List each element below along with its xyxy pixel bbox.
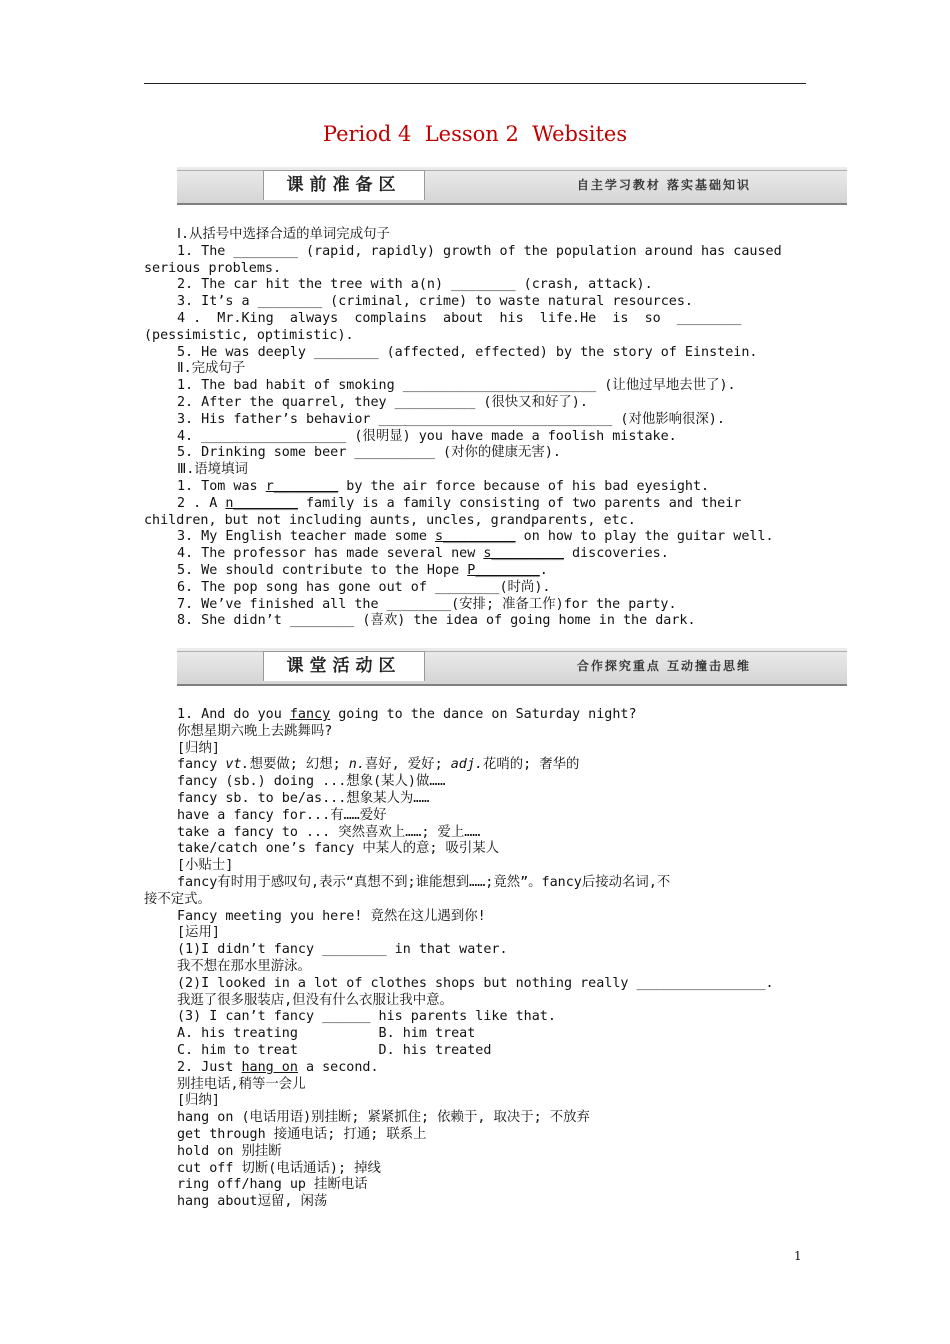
text-run: going to the dance on Saturday night? <box>330 707 637 722</box>
exercise-line: 3. His father’s behavior _____________________________ (对他影响很深). <box>177 411 725 427</box>
text-run: 3. My English teacher made some <box>177 529 435 545</box>
note-line <box>144 774 806 791</box>
exercise-line: 5. He was deeply ________ (affected, effected) by the story of Einstein. <box>177 344 758 360</box>
text-run: by the air force because of his bad eyesight. <box>338 479 710 494</box>
note-line <box>144 959 806 976</box>
exercise-line: 4. __________________ (很明显) you have made a foolish mistake. <box>177 428 677 444</box>
exercise-line: 4 . Mr.King always complains about his life.He is so ________ <box>177 310 742 326</box>
note-line <box>144 858 806 875</box>
banner-slogan: 自主学习教材 落实基础知识 <box>576 178 751 192</box>
banner-tab-label: 课前准备区 <box>263 170 425 200</box>
text-run: 1. And do you <box>177 707 290 722</box>
exercise-line <box>144 613 806 630</box>
text-run: [小贴士] <box>177 858 234 874</box>
text-run: family is a family consisting of two parents and their <box>297 495 742 511</box>
text-run: 想要做; 幻想; <box>249 757 349 773</box>
text-run: C. him to treat D. his treated <box>177 1042 492 1058</box>
text-run: 1. Tom was <box>177 479 266 494</box>
text-run: children, but not including aunts, uncles, grandparents, etc. <box>144 512 636 528</box>
text-run: [归纳] <box>177 1093 220 1109</box>
text-run: fancy (sb.) doing ...想象(某人)做…… <box>177 774 446 790</box>
text-run: on how to play the guitar well. <box>515 529 774 545</box>
exercise-line <box>144 529 806 546</box>
note-line <box>144 909 806 926</box>
text-run: A. his treating B. him treat <box>177 1026 476 1042</box>
note-line <box>144 1110 806 1127</box>
text-run: hang on <box>241 1059 298 1075</box>
note-line <box>144 892 806 909</box>
text-run: 2. Just <box>177 1059 242 1075</box>
text-run: 8. She didn’t ________ (喜欢) the idea of going home in the dark. <box>177 613 696 629</box>
exercise-line: Ⅱ.完成句子 <box>177 361 246 377</box>
text-run: 2 . A <box>177 495 226 511</box>
text-run: 你想星期六晚上去跳舞吗? <box>177 723 333 739</box>
exercise-line <box>144 597 806 614</box>
text-run: s_________ <box>483 546 564 562</box>
text-run: cut off 切断(电话通话); 掉线 <box>177 1160 381 1176</box>
vocabulary-notes <box>144 707 806 1211</box>
text-run: (2)I looked in a lot of clothes shops but nothing really ________________. <box>177 975 774 991</box>
exercise-line: 2. After the quarrel, they __________ (很快又和好了). <box>177 394 588 410</box>
note-line <box>144 925 806 942</box>
exercise-line: (pessimistic, optimistic). <box>144 327 354 343</box>
exercise-line <box>144 546 806 563</box>
section-banner-preview <box>177 167 847 205</box>
note-line <box>144 1077 806 1094</box>
note-line <box>144 841 806 858</box>
note-line <box>144 1144 806 1161</box>
text-run: 6. The pop song has gone out of ________(时尚). <box>177 579 551 595</box>
text-run: P________ <box>467 562 540 578</box>
note-line <box>144 993 806 1010</box>
note-line <box>144 808 806 825</box>
banner-tab-label: 课堂活动区 <box>263 651 425 681</box>
exercise-line: Ⅰ.从括号中选择合适的单词完成句子 <box>177 227 390 242</box>
banner-slogan: 合作探究重点 互动撞击思维 <box>576 659 751 673</box>
note-line <box>144 976 806 993</box>
text-run: 4. The professor has made several new <box>177 546 484 562</box>
note-line <box>144 875 806 892</box>
text-run: adj. <box>450 757 483 773</box>
exercise-line: 1. The ________ (rapid, rapidly) growth of the population around has caused <box>177 243 782 259</box>
note-line <box>144 724 806 741</box>
note-line <box>144 741 806 758</box>
text-run: [归纳] <box>177 740 220 756</box>
exercise-line: 3. It’s a ________ (criminal, crime) to waste natural resources. <box>177 294 693 310</box>
text-run: fancy sb. to be/as...想象某人为…… <box>177 790 430 806</box>
text-run: fancy <box>289 707 331 722</box>
text-run: 别挂电话,稍等一会儿 <box>177 1076 306 1092</box>
exercise-line <box>144 513 806 530</box>
section-banner-classroom <box>177 648 847 686</box>
note-line <box>144 1127 806 1144</box>
text-run: have a fancy for...有……爱好 <box>177 807 387 823</box>
text-run: 我逛了很多服装店,但没有什么衣服让我中意。 <box>177 992 453 1008</box>
text-run: hang on (电话用语)别挂断; 紧紧抓住; 依赖于, 取决于; 不放弃 <box>177 1110 590 1126</box>
text-run: fancy <box>177 757 226 773</box>
text-run: 喜好, 爱好; <box>364 757 451 773</box>
text-run: 5. We should contribute to the Hope <box>177 562 468 578</box>
text-run: a second. <box>297 1059 379 1075</box>
note-line <box>144 1194 806 1211</box>
text-run: fancy有时用于感叹句,表示“真想不到;谁能想到……;竟然”。fancy后接动名词,不 <box>177 874 671 890</box>
page-title: Period 4 Lesson 2 Websites <box>322 122 628 146</box>
text-run: (1)I didn’t fancy ________ in that water. <box>177 942 508 958</box>
exercise-line: 5. Drinking some beer __________ (对你的健康无害). <box>177 445 561 461</box>
text-run: take a fancy to ... 突然喜欢上……; 爱上…… <box>177 824 481 840</box>
text-run: (3) I can’t fancy ______ his parents like that. <box>177 1009 556 1025</box>
note-line <box>144 1060 806 1077</box>
page-number: 1 <box>794 1249 802 1263</box>
text-run: 7. We’ve finished all the ________(安排; 准备工作)for the party. <box>177 596 677 612</box>
exercise-line: 1. The bad habit of smoking ________________________ (让他过早地去世了). <box>177 378 736 394</box>
text-run: r________ <box>265 479 339 494</box>
exercise-line <box>144 496 806 513</box>
text-run: . <box>539 562 548 578</box>
text-run: vt. <box>225 757 250 773</box>
text-run: s_________ <box>434 529 516 545</box>
exercise-line <box>144 563 806 580</box>
text-run: take/catch one’s fancy 中某人的意; 吸引某人 <box>177 841 500 857</box>
text-run: [运用] <box>177 925 220 941</box>
exercise-list-part2 <box>144 479 806 630</box>
note-line <box>144 757 806 774</box>
note-line <box>144 1093 806 1110</box>
note-line <box>144 791 806 808</box>
text-run: ring off/hang up 挂断电话 <box>177 1177 368 1193</box>
note-line <box>144 1161 806 1178</box>
exercise-line <box>144 580 806 597</box>
exercise-line <box>144 479 806 496</box>
text-run: Fancy meeting you here! 竟然在这儿遇到你! <box>177 908 486 924</box>
note-line <box>144 942 806 959</box>
note-line <box>144 825 806 842</box>
text-run: hang about逗留, 闲荡 <box>177 1194 328 1210</box>
text-run: 花哨的; 奢华的 <box>482 757 580 773</box>
text-run: n________ <box>225 495 298 511</box>
text-run: get through 接通电话; 打通; 联系上 <box>177 1126 427 1142</box>
text-run: discoveries. <box>563 546 669 562</box>
text-run: hold on 别挂断 <box>177 1143 282 1159</box>
exercise-line: Ⅲ.语境填词 <box>177 462 248 478</box>
text-run: 接不定式。 <box>144 891 211 907</box>
note-line <box>144 1177 806 1194</box>
note-line <box>144 1009 806 1026</box>
note-line <box>144 1043 806 1060</box>
note-line <box>144 1026 806 1043</box>
exercise-list-part1 <box>144 227 806 479</box>
note-line <box>144 707 806 724</box>
text-run: n. <box>348 757 365 773</box>
exercise-line: serious problems. <box>144 260 282 276</box>
text-run: 我不想在那水里游泳。 <box>177 958 311 974</box>
exercise-line: 2. The car hit the tree with a(n) ________ (crash, attack). <box>177 277 653 293</box>
header-rule <box>144 83 806 84</box>
